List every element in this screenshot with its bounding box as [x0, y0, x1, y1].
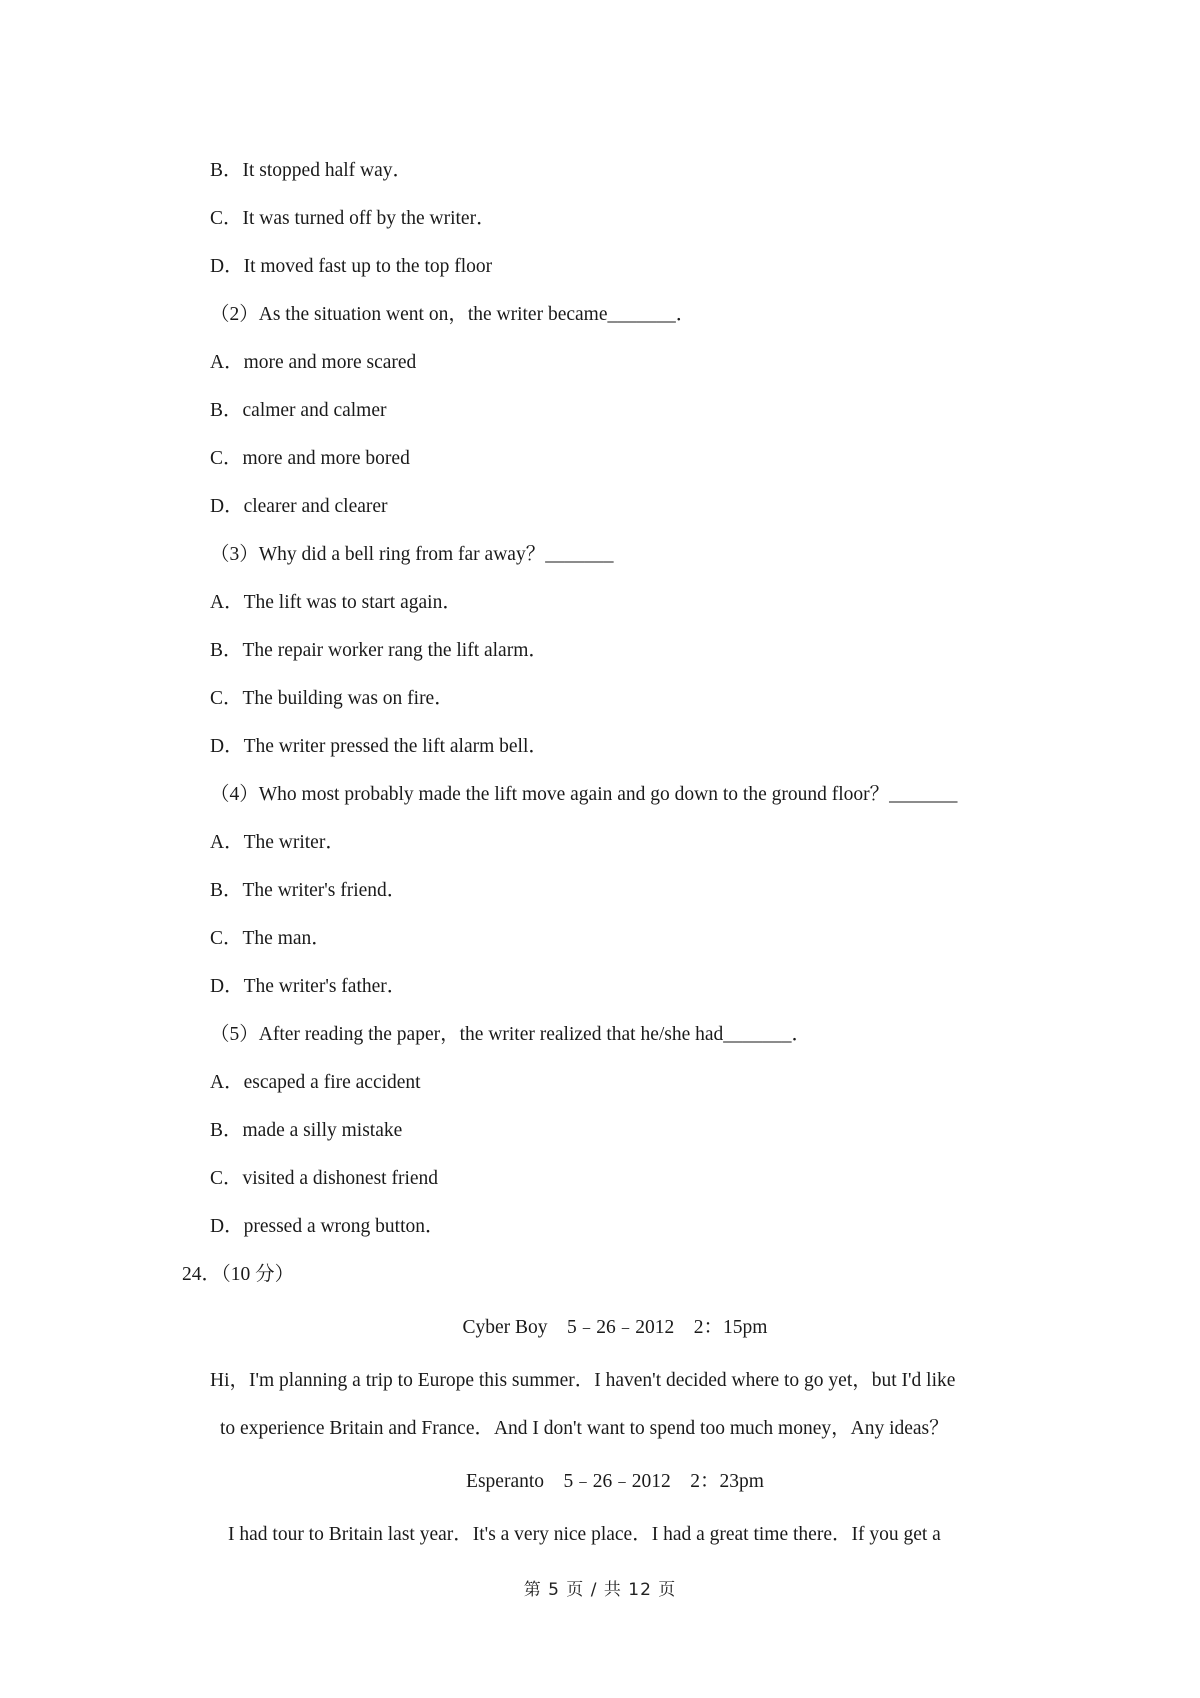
- q4-option-d: D．The writer's father．: [210, 976, 407, 997]
- q3-option-a: A．The lift was to start again．: [210, 592, 462, 613]
- post2-header: Esperanto 5﹣26﹣2012 2：23pm: [466, 1471, 764, 1492]
- q24-heading: 24．（10 分）: [182, 1264, 295, 1285]
- q5-option-a: A．escaped a fire accident: [210, 1072, 421, 1093]
- q1-option-c: C．It was turned off by the writer．: [210, 208, 496, 229]
- q4-option-b: B．The writer's friend．: [210, 880, 407, 901]
- q3-option-d: D．The writer pressed the lift alarm bell．: [210, 736, 548, 757]
- q5-stem: （5）After reading the paper，the writer realized that he/she had_______．: [210, 1024, 812, 1045]
- post1-header: Cyber Boy 5﹣26﹣2012 2：15pm: [462, 1317, 768, 1338]
- q4-option-a: A．The writer．: [210, 832, 345, 853]
- q3-option-c: C．The building was on fire．: [210, 688, 454, 709]
- q4-option-c: C．The man．: [210, 928, 331, 949]
- post1-line1: Hi，I'm planning a trip to Europe this summer．I haven't decided where to go yet，but I'd like: [210, 1370, 956, 1391]
- post1-line2: to experience Britain and France．And I don't want to spend too much money，Any ideas？: [220, 1418, 949, 1439]
- q4-stem: （4）Who most probably made the lift move again and go down to the ground floor？_______: [210, 784, 958, 805]
- post2-line1: I had tour to Britain last year．It's a very nice place．I had a great time there．If you get a: [228, 1524, 941, 1545]
- q1-option-d: D．It moved fast up to the top floor: [210, 256, 493, 277]
- q2-option-c: C．more and more bored: [210, 448, 410, 469]
- q5-option-c: C．visited a dishonest friend: [210, 1168, 439, 1189]
- q2-stem: （2）As the situation went on，the writer became_______．: [210, 304, 696, 325]
- page-footer: 第 5 页 / 共 12 页: [523, 1580, 677, 1600]
- q5-option-b: B．made a silly mistake: [210, 1120, 403, 1141]
- q2-option-a: A．more and more scared: [210, 352, 417, 373]
- q3-option-b: B．The repair worker rang the lift alarm．: [210, 640, 548, 661]
- q3-stem: （3）Why did a bell ring from far away？_______: [210, 544, 614, 565]
- q1-option-b: B．It stopped half way．: [210, 160, 413, 181]
- q5-option-d: D．pressed a wrong button．: [210, 1216, 445, 1237]
- q2-option-d: D．clearer and clearer: [210, 496, 388, 517]
- q2-option-b: B．calmer and calmer: [210, 400, 387, 421]
